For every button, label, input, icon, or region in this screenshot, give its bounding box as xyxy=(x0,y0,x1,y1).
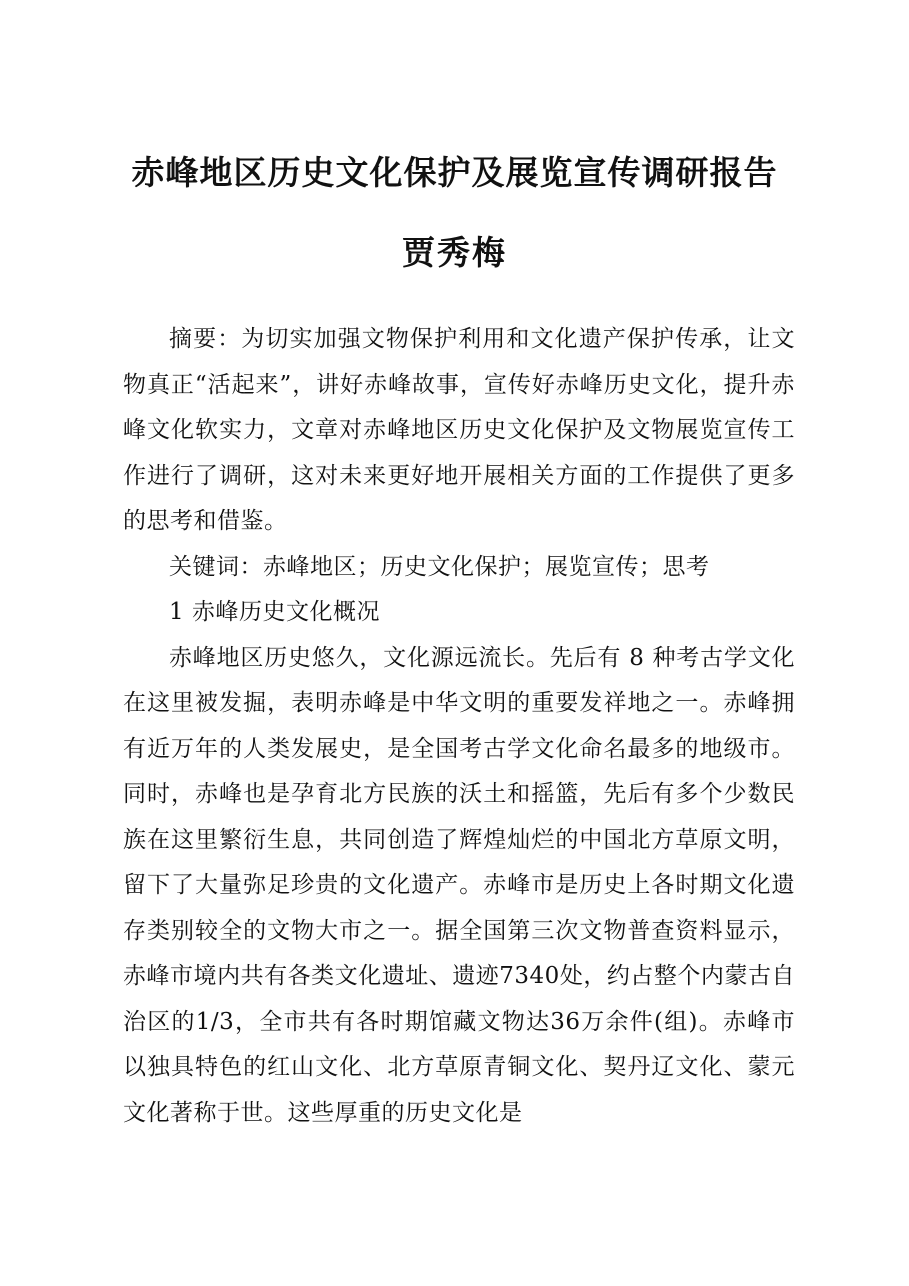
document-body xyxy=(123,317,795,1136)
section-body-paragraph: 赤峰地区历史悠久，文化源远流长。先后有 8 种考古学文化在这里被发掘，表明赤峰是中华文明的重要发祥地之一。赤峰拥有近万年的人类发展史，是全国考古学文化命名最多的地级市。同时，赤峰也是孕育北方民族的沃土和摇篮，先后有多个少数民族在这里繁衍生息，共同创造了辉煌灿烂的中国北方草原文明，留下了大量弥足珍贵的文化遗产。赤峰市是历史上各时期文化遗存类别较全的文物大市之一。据全国第三次文物普查资料显示，赤峰市境内共有各类文化遗址、遗迹7340处，约占整个内蒙古自治区的1/3，全市共有各时期馆藏文物达36万余件(组)。赤峰市以独具特色的红山文化、北方草原青铜文化、契丹辽文化、蒙元文化著称于世。这些厚重的历史文化是 xyxy=(123,644,795,1126)
section-heading: 1 赤峰历史文化概况 xyxy=(169,599,380,625)
document-title: 赤峰地区历史文化保护及展览宣传调研报告 xyxy=(131,153,778,192)
abstract-paragraph: 摘要：为切实加强文物保护利用和文化遗产保护传承，让文物真正“活起来”，讲好赤峰故事，宣传好赤峰历史文化，提升赤峰文化软实力，文章对赤峰地区历史文化保护及文物展览宣传工作进行了调研，这对未来更好地开展相关方面的工作提供了更多的思考和借鉴。 xyxy=(123,326,795,534)
keywords-paragraph: 关键词：赤峰地区；历史文化保护；展览宣传；思考 xyxy=(169,553,710,580)
author-name: 贾秀梅 xyxy=(402,233,507,272)
